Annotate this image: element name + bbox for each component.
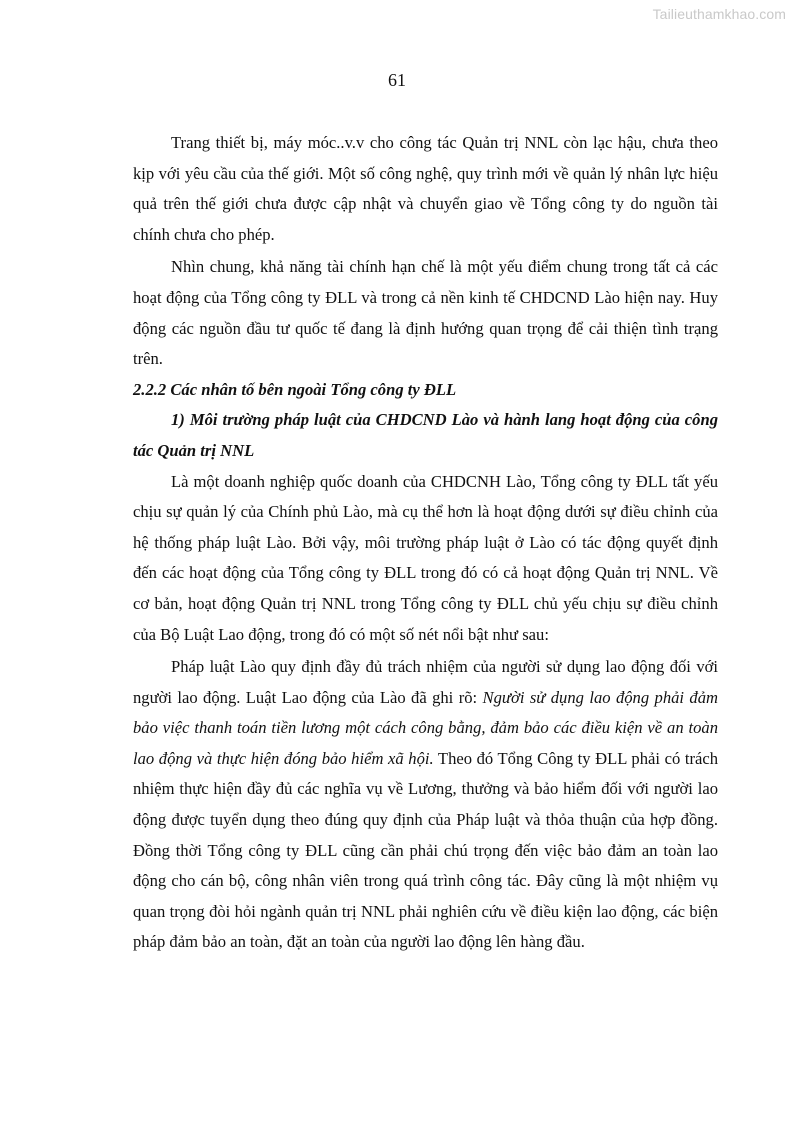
paragraph-finance: Nhìn chung, khả năng tài chính hạn chế là một yếu điểm chung trong tất cả các hoạt động của Tổng công ty ĐLL và trong cả nền kinh tế CHDCND Lào hiện nay. Huy động các nguồn đầu tư quốc tế đang là định hướng quan trọng để cải thiện tình trạng trên. xyxy=(133,257,718,369)
section-heading: 2.2.2 Các nhân tố bên ngoài Tổng công ty ĐLL xyxy=(133,379,457,399)
page-number: 61 xyxy=(388,70,406,90)
labor-law-intro: Pháp luật Lào quy định đầy đủ trách nhiệm của người sử dụng lao động đối với người lao động. Luật Lao động của Lào đã ghi rõ: xyxy=(133,657,718,707)
paragraph-labor-law xyxy=(133,652,718,958)
subheading-legal-environment: 1) Môi trường pháp luật của CHDCND Lào và hành lang hoạt động của công tác Quản trị NNL xyxy=(133,410,718,460)
labor-law-quote: Người sử dụng lao động phải đảm bảo việc thanh toán tiền lương một cách công bằng, đảm bảo các điều kiện về an toàn lao động và thực hiện đóng bảo hiểm xã hội. xyxy=(133,687,719,768)
labor-law-rest: Theo đó Tổng Công ty ĐLL phải có trách nhiệm thực hiện đầy đủ các nghĩa vụ về Lương, thưởng và bảo hiểm đối với người lao động được tuyển dụng theo đúng quy định của Pháp luật và thỏa thuận của hợp đồng. Đồng thời Tổng công ty ĐLL cũng cần phải chú trọng đến việc bảo đảm an toàn lao động cho cán bộ, công nhân viên trong quá trình công tác. Đây cũng là một nhiệm vụ quan trọng đòi hỏi ngành quản trị NNL phải nghiên cứu về điều kiện lao động, các biện pháp đảm bảo an toàn, đặt an toàn của người lao động lên hàng đầu. xyxy=(133,748,718,952)
paragraph-state-enterprise: Là một doanh nghiệp quốc doanh của CHDCNH Lào, Tổng công ty ĐLL tất yếu chịu sự quản lý của Chính phủ Lào, mà cụ thể hơn là hoạt động dưới sự điều chỉnh của hệ thống pháp luật Lào. Bởi vậy, môi trường pháp luật ở Lào có tác động quyết định đến các hoạt động của Tổng công ty ĐLL trong đó có cả hoạt động Quản trị NNL. Về cơ bản, hoạt động Quản trị NNL trong Tổng công ty ĐLL chủ yếu chịu sự điều chỉnh của Bộ Luật Lao động, trong đó có một số nét nổi bật như sau: xyxy=(133,471,718,644)
watermark: Tailieuthamkhao.com xyxy=(652,6,786,22)
paragraph-equipment: Trang thiết bị, máy móc..v.v cho công tác Quản trị NNL còn lạc hậu, chưa theo kịp với yêu cầu của thế giới. Một số công nghệ, quy trình mới về quản lý nhân lực hiệu quả trên thế giới chưa được cập nhật và chuyển giao về Tổng công ty do nguồn tài chính chưa cho phép. xyxy=(133,133,718,244)
document-body xyxy=(133,128,718,958)
